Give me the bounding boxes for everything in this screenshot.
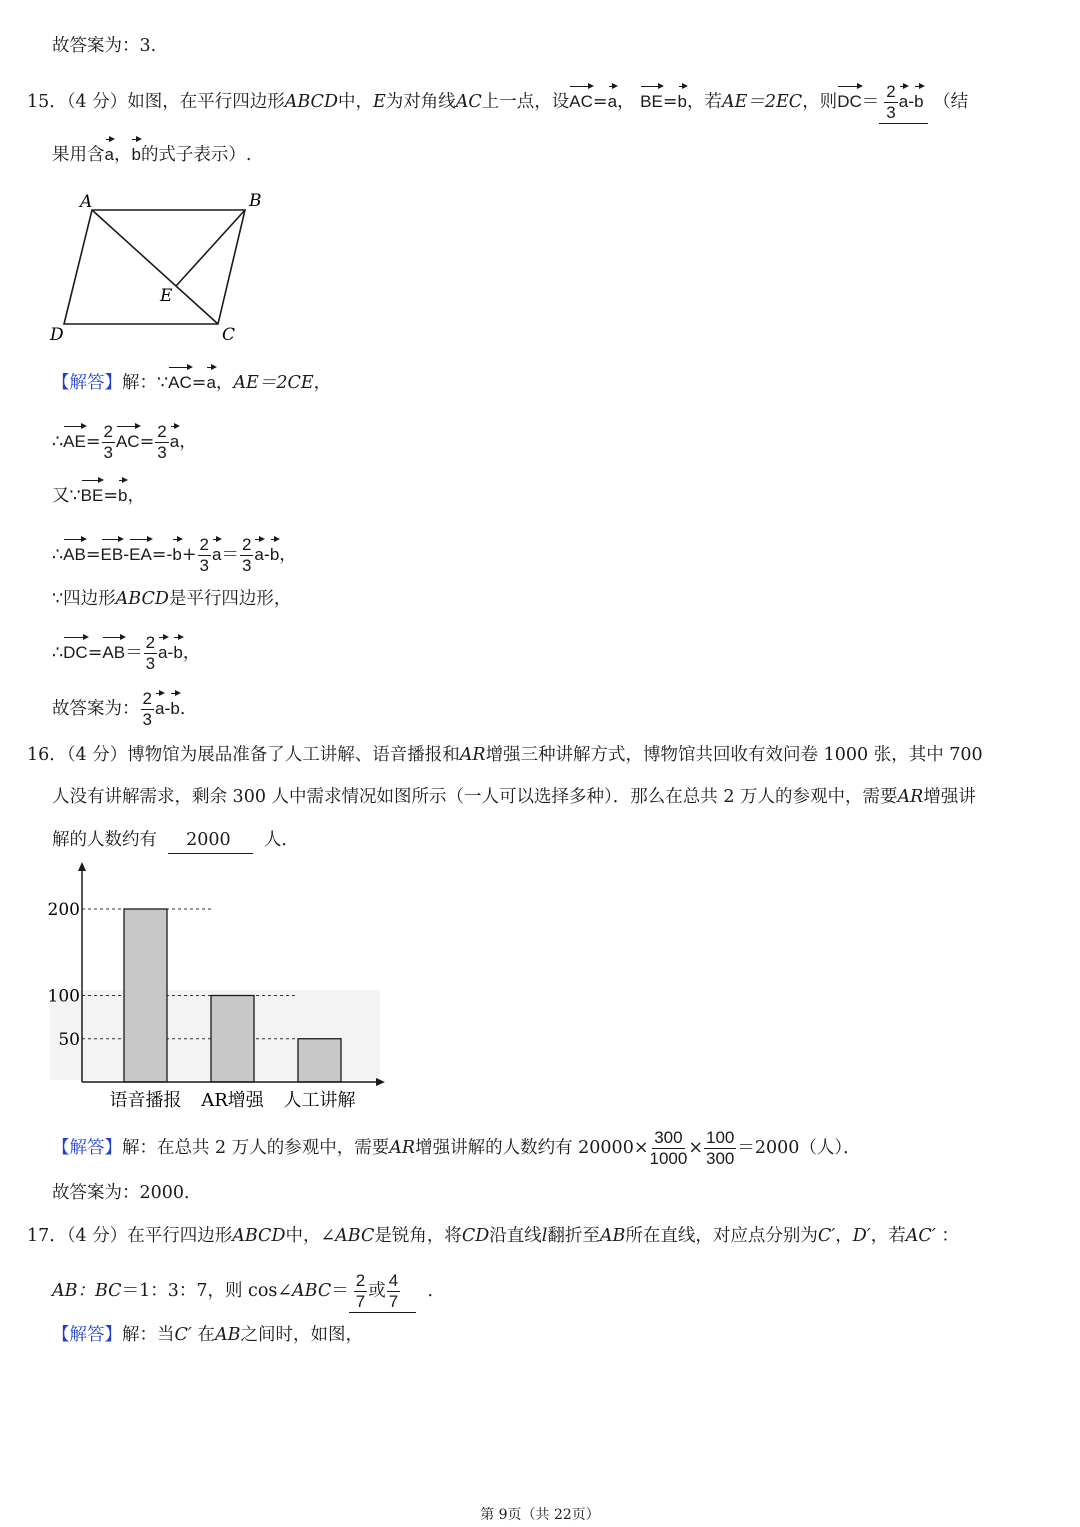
vertex-a-label: A [80,192,93,212]
q15-number: 15． [27,92,67,112]
vector-b: b [678,89,687,115]
q16-number: 16． [27,745,67,765]
x-tick-label: 语音播报 [109,1090,182,1111]
y-tick-label: 50 [58,1029,80,1050]
bar-2 [211,996,254,1083]
q15-solution-4: ∴AB=EB-EA=-b+ $\frac{2}{3}$ a＝ $\frac{2}{3}$ a-b， [52,535,297,575]
q16-solution: 【解答】解：在总共 2 万人的参观中，需要AR增强讲解的人数约有 20000× $\frac{300}{1000}$ × $\frac{100}{300}$ ＝2000（人）． [52,1128,861,1168]
q15-final-answer: 故答案为： $\frac{2}{3}$ a-b. [52,689,186,729]
bar-3 [298,1039,341,1082]
q17-solution: 【解答】解：当C′ 在AB之间时，如图， [52,1325,363,1345]
q15-solution-5: ∵四边形ABCD是平行四边形， [52,589,292,609]
vertex-c-label: C [222,325,236,345]
q15-answer: $\frac{2}{3}$ a-b [879,82,927,124]
q17-points: （4 分） [66,1226,128,1246]
q16-stem-line1: 16．（4 分）博物馆为展品准备了人工讲解、语音播报和AR增强三种讲解方式，博物馆共回收有效问卷 1000 张，其中 700 [27,745,983,765]
q16-stem-line2: 人没有讲解需求，剩余 300 人中需求情况如图所示（一人可以选择多种）．那么在总共 2 万人的参观中，需要AR增强讲 [52,787,976,807]
y-tick-label: 200 [47,900,80,920]
vertex-d-label: D [50,325,64,345]
vector-ac: AC [569,89,593,115]
bar-1 [124,909,167,1082]
solution-tag: 【解答】 [52,373,122,393]
vector-be: BE [640,89,663,115]
q15-points: （4 分） [66,92,128,112]
x-axis-arrow [376,1078,385,1086]
x-tick-label: 人工讲解 [283,1090,356,1111]
y-tick-label: 100 [47,986,80,1007]
prev-answer-line: 故答案为：3. [52,36,157,56]
vertex-b-label: B [249,191,262,211]
parallelogram-figure [40,185,290,350]
q17-number: 17． [27,1226,67,1246]
q15-solution-2: ∴AE= $\frac{2}{3}$ AC= $\frac{2}{3}$ a， [52,422,197,462]
q17-stem-line1: 17．（4 分）在平行四边形ABCD中，∠ABC是锐角，将CD沿直线l翻折至AB所在直线，对应点分别为C′，D′，若AC′ ： [27,1226,959,1246]
q15-solution-3: 又∵BE=b， [52,483,145,509]
q17-stem-line2: AB：BC＝1：3：7，则 cos∠ABC＝ $\frac{2}{7}$ 或 $\frac{4}{7}$ ． [52,1271,445,1311]
bar-chart [40,862,390,1117]
q15-solution-1: 【解答】解：∵AC=a，AE＝2CE， [52,370,331,396]
x-tick-label: AR增强 [201,1090,264,1111]
q15-solution-6: ∴DC=AB＝ $\frac{2}{3}$ a-b， [52,633,201,673]
q15-stem: 15．（4 分）如图，在平行四边形ABCD中，E为对角线AC上一点，设AC=a， BE=b，若AE＝2EC，则DC＝ $\frac{2}{3}$ a-b （结 [27,82,969,122]
q16-stem-line3: 解的人数约有 2000 人． [52,827,299,854]
q16-points: （4 分） [66,745,128,765]
q15-stem-line2: 果用含a，b的式子表示）. [52,142,252,168]
q16-answer: 2000 [168,827,253,854]
vector-dc: DC [837,89,862,115]
vector-a: a [608,89,617,115]
q16-final-answer: 故答案为：2000． [52,1183,202,1203]
y-axis-arrow [78,862,86,871]
point-e-label: E [160,286,173,306]
page-footer: 第 9页（共 22页） [480,1507,600,1523]
q17-answer: $\frac{2}{7}$ 或 $\frac{4}{7}$ [349,1271,417,1313]
